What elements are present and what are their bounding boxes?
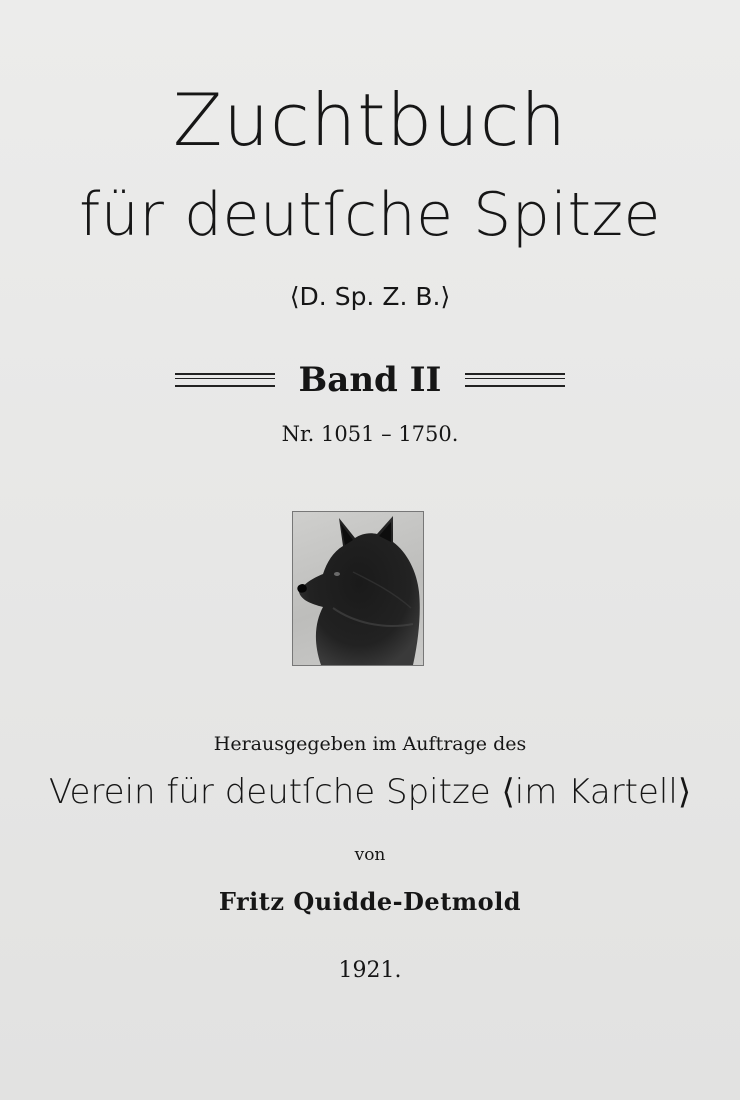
spitz-dog-portrait-image	[292, 511, 424, 666]
author-name: Fritz Quidde-Detmold	[218, 887, 522, 916]
by-word: von	[354, 845, 386, 865]
publication-year: 1921.	[338, 958, 402, 983]
title-abbreviation: ⟨D. Sp. Z. B.⟩	[289, 282, 451, 311]
dog-head-icon	[293, 512, 423, 665]
book-title-line-2: für deutſche Spitze	[79, 180, 661, 250]
volume-number-range: Nr. 1051 – 1750.	[281, 422, 459, 446]
volume-label: Band II	[298, 360, 442, 400]
book-title-line-1: Zuchtbuch	[173, 78, 567, 162]
publisher-intro: Herausgegeben im Auftrage des	[213, 733, 527, 755]
publishing-organization: Verein für deutſche Spitze ⟨im Kartell⟩	[48, 772, 692, 812]
left-ornamental-rule	[175, 373, 275, 387]
volume-heading	[0, 360, 740, 400]
right-ornamental-rule	[465, 373, 565, 387]
